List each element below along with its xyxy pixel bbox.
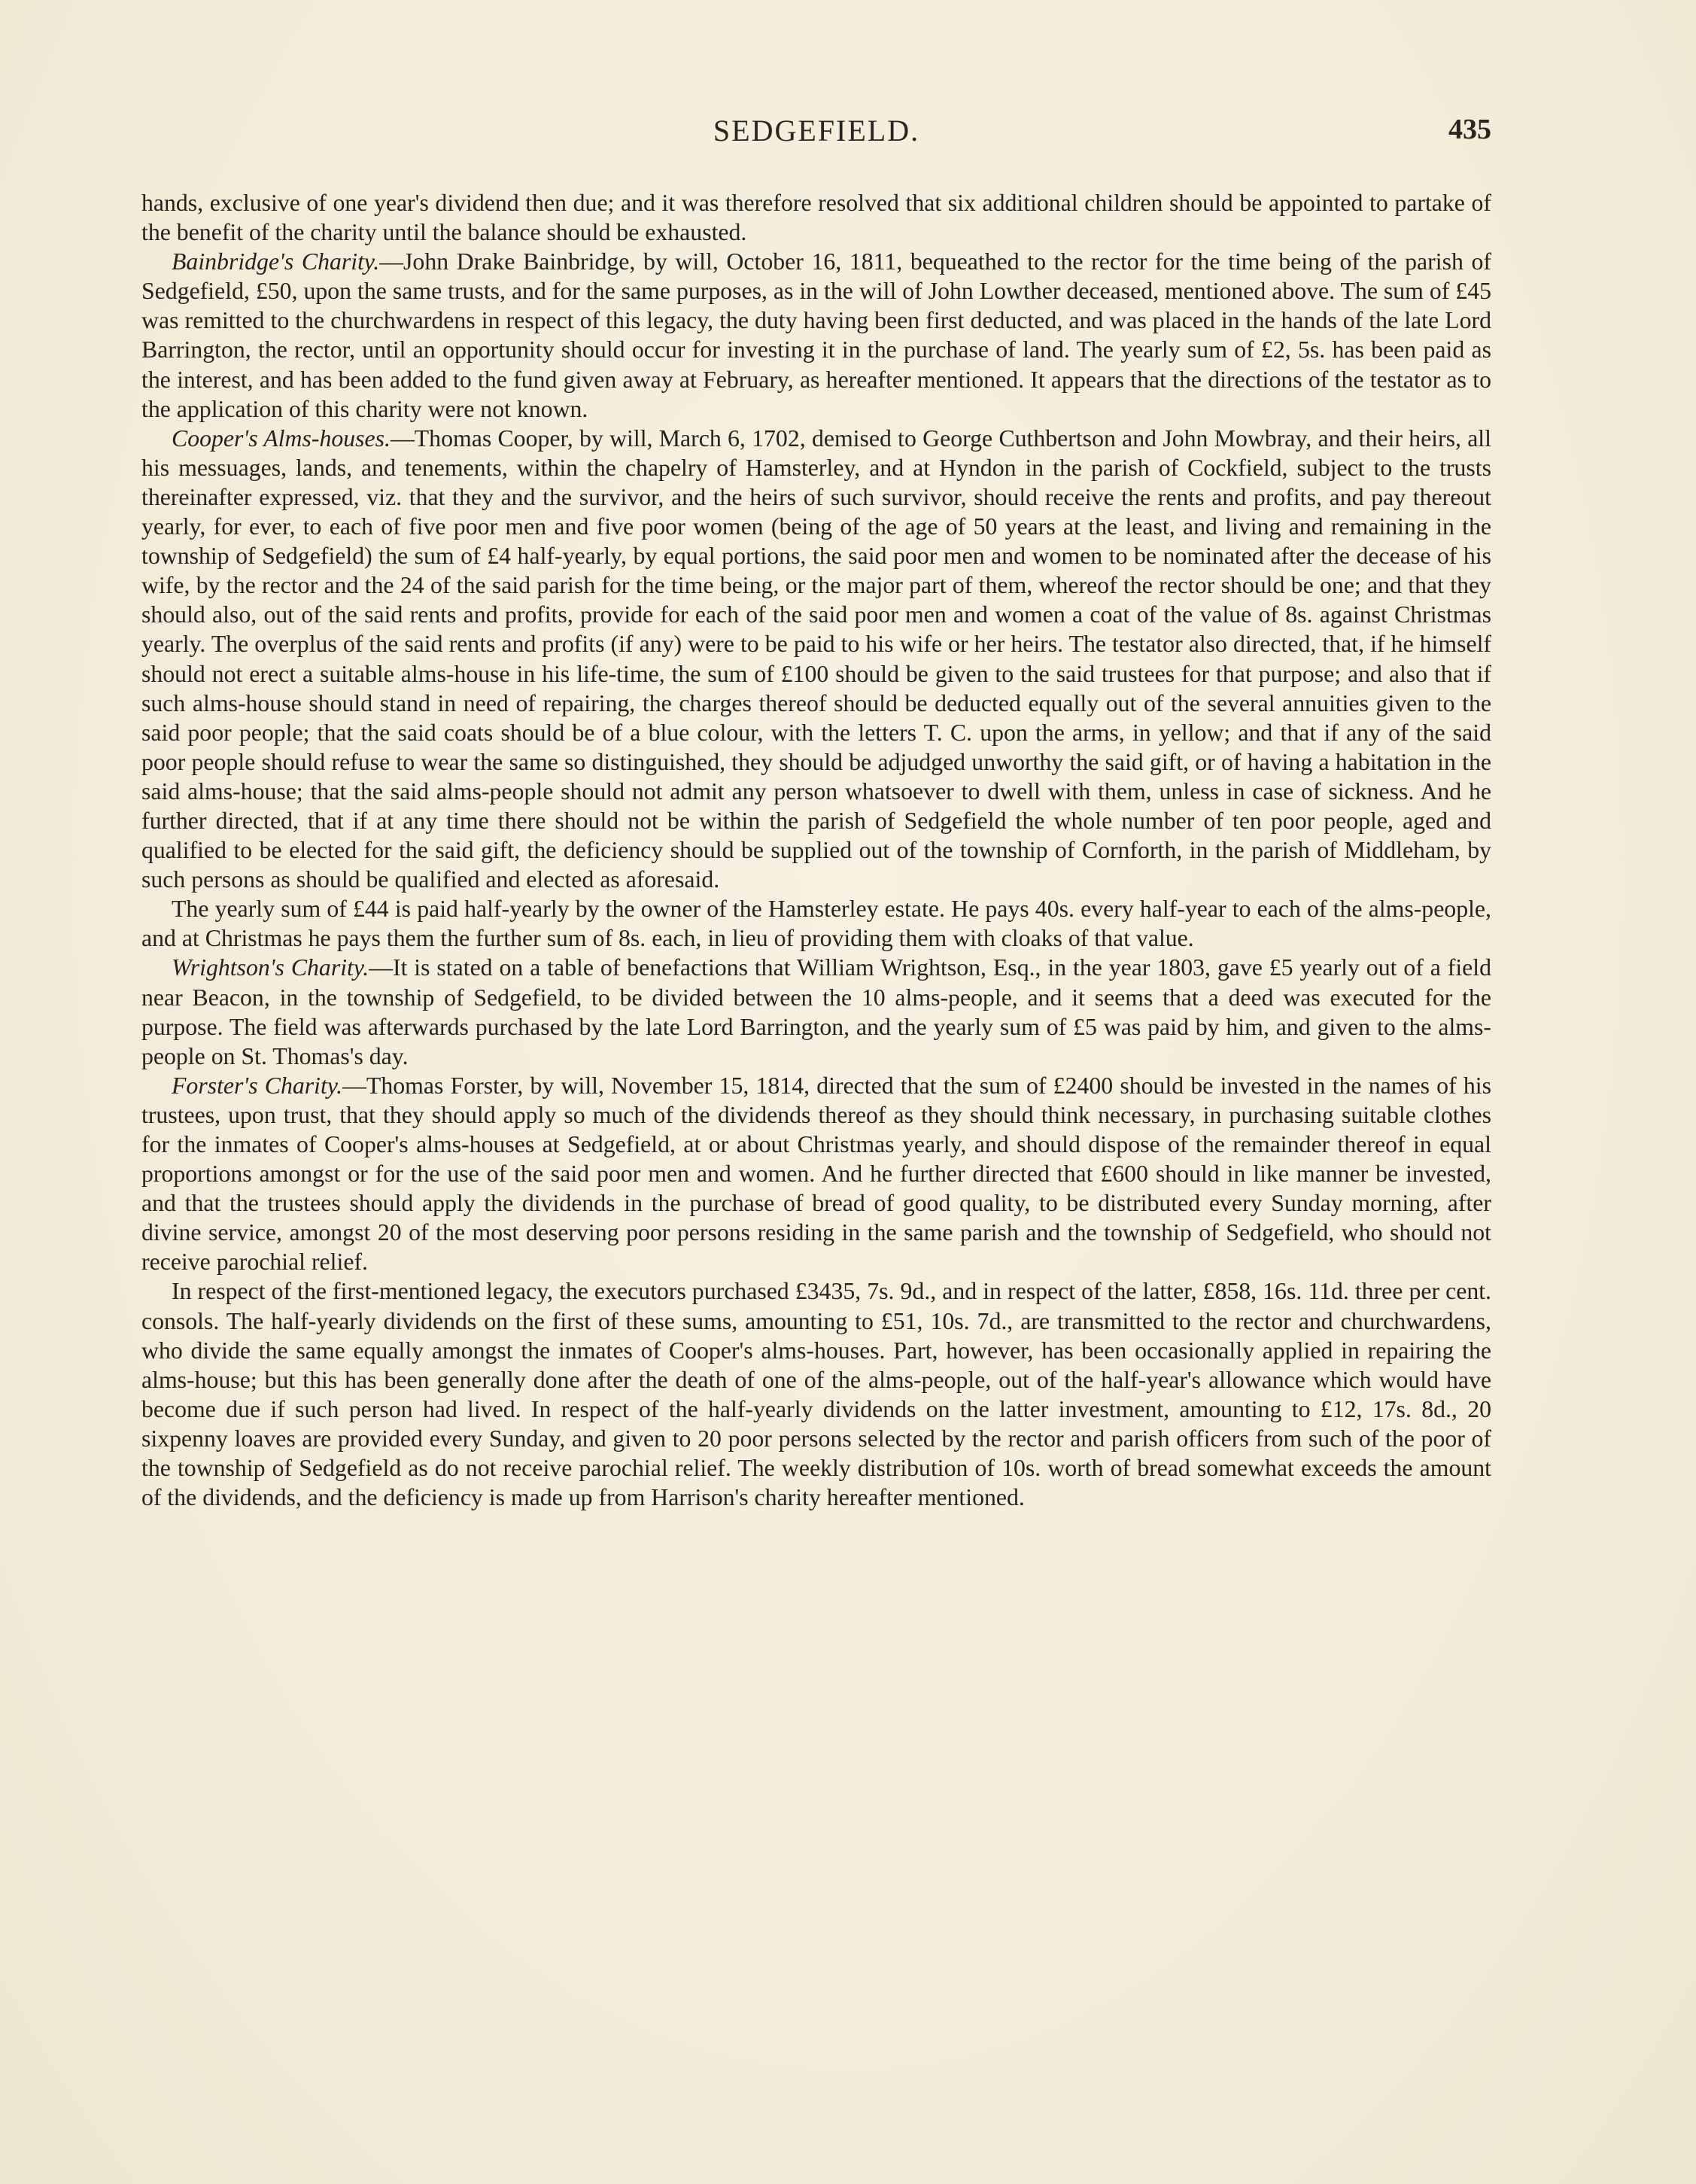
paragraph-heading: Bainbridge's Charity. (172, 248, 380, 275)
paragraph-text: The yearly sum of £44 is paid half-yearly by the owner of the Hamsterley estate. He pays 40s. every half-year to each of the alms-people, and at Christmas he pays them the further sum of 8s. each, in lieu of providing them with cloaks of that value. (141, 896, 1491, 952)
paragraph-continuation (141, 188, 1491, 247)
paragraph-wrightson-charity (141, 953, 1491, 1070)
paragraph-text: hands, exclusive of one year's dividend then due; and it was therefore resolved that six additional children should be appointed to partake of the benefit of the charity until the balance should be exhausted. (141, 190, 1491, 246)
paragraph-text: —Thomas Forster, by will, November 15, 1814, directed that the sum of £2400 should be invested in the names of his trustees, upon trust, that they should apply so much of the dividends thereof as they should think necessary, in purchasing suitable clothes for the inmates of Cooper's alms-houses at Sedgefield, at or about Christmas yearly, and should dispose of the remainder thereof in equal proportions amongst or for the use of the said poor men and women. And he further directed that £600 should in like manner be invested, and that the trustees should apply the dividends in the purchase of bread of good quality, to be distributed every Sunday morning, after divine service, amongst 20 of the most deserving poor persons residing in the same parish and the township of Sedgefield, who should not receive parochial relief. (141, 1072, 1491, 1276)
running-head (141, 113, 1491, 158)
page-title: SEDGEFIELD. (713, 114, 920, 148)
paragraph-text: —It is stated on a table of benefactions that William Wrightson, Esq., in the year 1803, gave £5 yearly out of a field near Beacon, in the township of Sedgefield, to be divided between the 10 alms-people, and it seems that a deed was executed for the purpose. The field was afterwards purchased by the late Lord Barrington, and the yearly sum of £5 was paid by him, and given to the alms-people on St. Thomas's day. (141, 954, 1491, 1069)
paragraph-yearly-sum (141, 894, 1491, 953)
paragraph-text: —John Drake Bainbridge, by will, October 16, 1811, bequeathed to the rector for the time being of the parish of Sedgefield, £50, upon the same trusts, and for the same purposes, as in the will of John Lowther deceased, mentioned above. The sum of £45 was remitted to the churchwardens in respect of this legacy, the duty having been first deducted, and was placed in the hands of the late Lord Barrington, the rector, until an opportunity should occur for investing it in the purchase of land. The yearly sum of £2, 5s. has been paid as the interest, and has been added to the fund given away at February, as hereafter mentioned. It appears that the directions of the testator as to the application of this charity were not known. (141, 248, 1491, 422)
paragraph-coopers-almshouses (141, 424, 1491, 895)
body-text (141, 188, 1491, 1512)
page-number: 435 (1448, 114, 1491, 145)
paragraph-text: —Thomas Cooper, by will, March 6, 1702, demised to George Cuthbertson and John Mowbray, and their heirs, all his messuages, lands, and tenements, within the chapelry of Hamsterley, and at Hyndon in the parish of Cockfield, subject to the trusts thereinafter expressed, viz. that they and the survivor, and the heirs of such survivor, should receive the rents and profits, and pay thereout yearly, for ever, to each of five poor men and five poor women (being of the age of 50 years at the least, and living and remaining in the township of Sedgefield) the sum of £4 half-yearly, by equal portions, the said poor men and women to be nominated after the decease of his wife, by the rector and the 24 of the said parish for the time being, or the major part of them, whereof the rector should be one; and that they should also, out of the said rents and profits, provide for each of the said poor men and women a coat of the value of 8s. against Christmas yearly. The overplus of the said rents and profits (if any) were to be paid to his wife or her heirs. The testator also directed, that, if he himself should not erect a suitable alms-house in his life-time, the sum of £100 should be given to the said trustees for that purpose; and also that if such alms-house should stand in need of repairing, the charges thereof should be deducted equally out of the several annuities given to the said poor people; that the said coats should be of a blue colour, with the letters T. C. upon the arms, in yellow; and that if any of the said poor people should refuse to wear the same so distinguished, they should be adjudged unworthy the said gift, or of having a habitation in the said alms-house; that the said alms-people should not admit any person whatsoever to dwell with them, unless in case of sickness. And he further directed, that if at any time there should not be within the parish of Sedgefield the whole number of ten poor people, aged and qualified to be elected for the said gift, the deficiency should be supplied out of the township of Cornforth, in the parish of Middleham, by such persons as should be qualified and elected as aforesaid. (141, 424, 1491, 893)
paragraph-heading: Wrightson's Charity. (172, 954, 369, 981)
paragraph-text: In respect of the first-mentioned legacy, the executors purchased £3435, 7s. 9d., and in respect of the latter, £858, 16s. 11d. three per cent. consols. The half-yearly dividends on the first of these sums, amounting to £51, 10s. 7d., are transmitted to the rector and churchwardens, who divide the same equally amongst the inmates of Cooper's alms-houses. Part, however, has been occasionally applied in repairing the alms-house; but this has been generally done after the death of one of the alms-people, out of the half-year's allowance which would have become due if such person had lived. In respect of the half-yearly dividends on the latter investment, amounting to £12, 17s. 8d., 20 sixpenny loaves are provided every Sunday, and given to 20 poor persons selected by the rector and parish officers from such of the poor of the township of Sedgefield as do not receive parochial relief. The weekly distribution of 10s. worth of bread somewhat exceeds the amount of the dividends, and the deficiency is made up from Harrison's charity hereafter mentioned. (141, 1278, 1491, 1511)
paragraph-heading: Forster's Charity. (172, 1072, 343, 1099)
paragraph-heading: Cooper's Alms-houses. (172, 424, 391, 452)
paragraph-bainbridge-charity (141, 247, 1491, 424)
paragraph-forster-charity (141, 1071, 1491, 1277)
paragraph-first-mentioned-legacy (141, 1276, 1491, 1512)
